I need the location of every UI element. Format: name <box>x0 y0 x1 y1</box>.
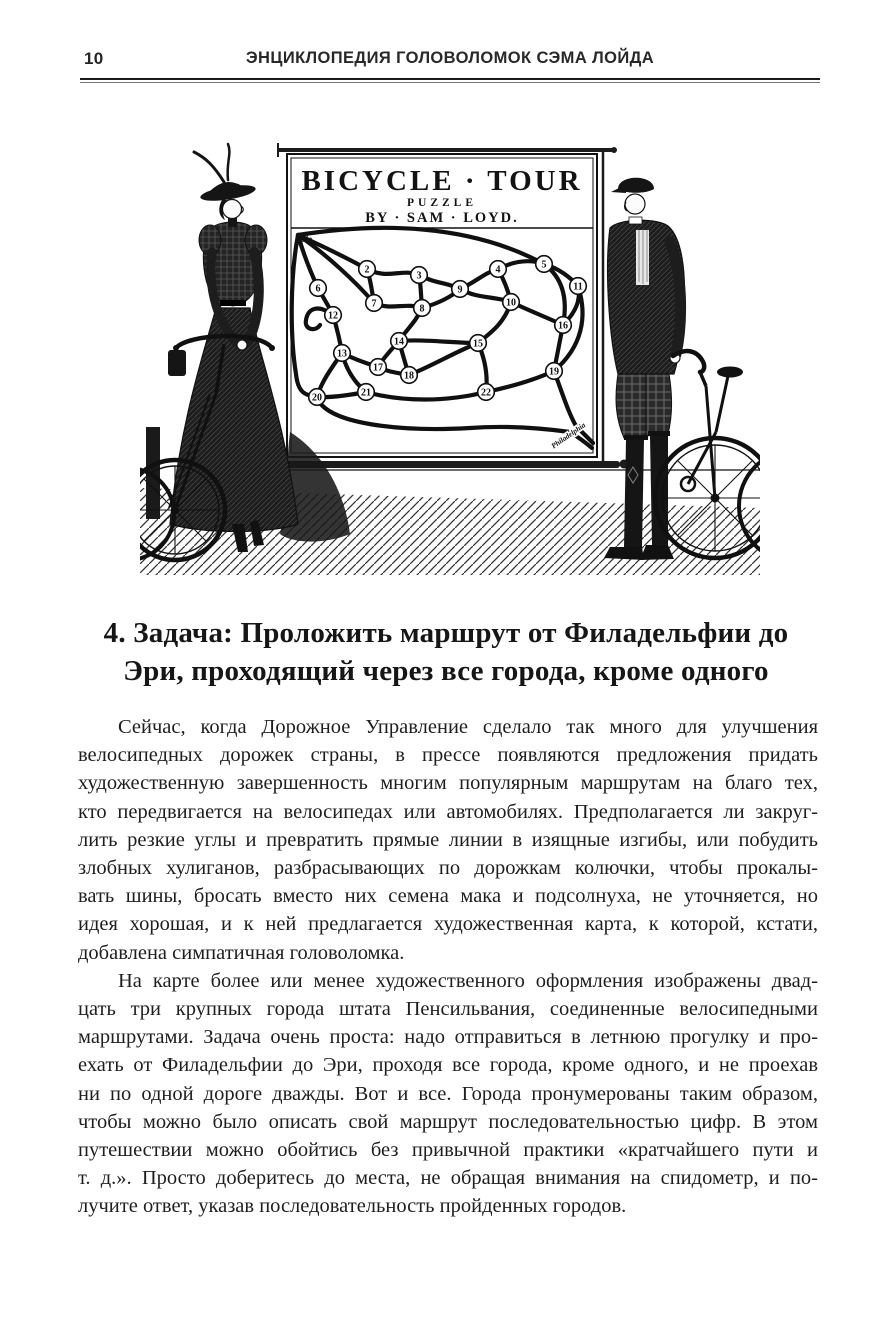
city-number: 2 <box>364 264 370 276</box>
running-title: ЭНЦИКЛОПЕДИЯ ГОЛОВОЛОМОК СЭМА ЛОЙДА <box>245 49 655 67</box>
city-number: 13 <box>337 348 347 360</box>
text-line: художественную завершенность многим популярным маршрутам на благо тех, <box>78 772 818 795</box>
page-number: 10 <box>84 49 104 68</box>
knickers-leg <box>646 374 672 436</box>
body-paragraphs <box>78 713 818 1221</box>
city-number: 5 <box>541 259 547 271</box>
city-number: 12 <box>328 310 338 322</box>
handlebar-grip <box>269 345 275 351</box>
city-number: 10 <box>506 297 516 309</box>
shoe <box>604 547 644 560</box>
map-end-label: Philadelphia <box>549 420 588 451</box>
paragraph <box>78 713 818 967</box>
header-rule <box>80 78 820 83</box>
city-number: 16 <box>558 320 568 332</box>
city-number: 19 <box>549 366 559 378</box>
paragraph <box>78 967 818 1221</box>
stocking <box>624 440 644 547</box>
woman-head <box>223 200 242 219</box>
city-number: 15 <box>473 338 483 350</box>
city-number: 22 <box>481 387 491 399</box>
page-header <box>84 49 816 75</box>
city-number: 18 <box>404 370 414 382</box>
sign-bottom-rod <box>276 461 620 468</box>
rod-finial <box>611 147 617 153</box>
seat-post <box>716 376 728 432</box>
stem <box>700 372 706 386</box>
knee-band <box>624 435 648 440</box>
text-line: ехать от Филадельфии до Эри, проходя все города, кроме одного, и не проехав <box>78 1054 818 1077</box>
text-line: ни по одной дороге дважды. Вот и все. Города пронумерованы таким образом, <box>78 1082 818 1105</box>
city-number: 6 <box>315 283 321 295</box>
man-figure <box>604 178 684 560</box>
city-number: 3 <box>416 270 422 282</box>
city-number: 4 <box>495 264 501 276</box>
text-line: Сейчас, когда Дорожное Управление сделало так много для улучшения <box>118 716 818 738</box>
sign-subtitle: PUZZLE <box>406 197 478 209</box>
city-number: 17 <box>373 362 383 374</box>
city-number: 7 <box>371 298 377 310</box>
hat-feather <box>228 144 230 180</box>
text-line: путешествии можно обойтись без привычной практики «кратчайшего пути и <box>78 1139 818 1162</box>
saddle <box>717 367 743 378</box>
collar <box>629 217 642 224</box>
heading-line-1: 4. Задача: Проложить маршрут от Филадельфии до <box>103 617 789 649</box>
text-line: злобных хулиганов, разбрасывающих по дорожкам колючки, чтобы прокалы- <box>78 857 818 880</box>
city-number: 9 <box>457 284 463 296</box>
text-line: цать три крупных города штата Пенсильвания, соединенные велосипедными <box>78 998 818 1021</box>
puzzle-heading <box>64 614 828 690</box>
text-line: добавлена симпатичная головоломка. <box>78 941 405 964</box>
belt <box>220 300 246 306</box>
city-number: 14 <box>394 336 404 348</box>
sign-byline: BY · SAM · LOYD. <box>365 210 519 226</box>
text-line: идея хорошая, и к ней предлагается художественная карта, к которой, кстати, <box>78 913 818 936</box>
city-number: 11 <box>573 281 583 293</box>
text-line: чтобы можно было описать свой маршрут последовательностью цифр. В этом <box>78 1110 818 1133</box>
handlebar-satchel <box>168 350 186 376</box>
city-number: 20 <box>312 392 322 404</box>
heading-line-2: Эри, проходящий через все города, кроме одного <box>123 655 769 687</box>
collar <box>228 218 237 227</box>
text-line: кто передвигается на велосипедах или автомобилях. Предполагается ли закруг- <box>78 800 818 823</box>
puzzle-illustration <box>140 132 760 577</box>
hands <box>237 340 247 350</box>
text-line: т. д.». Просто доберитесь до места, не обращая внимания на спидометр, и по- <box>78 1167 818 1190</box>
text-line: лучите ответ, указав последовательность пройденных городов. <box>78 1195 627 1218</box>
city-number: 21 <box>361 387 371 399</box>
text-line: лить резкие углы и превратить прямые линии в изящные изгибы, или побудить <box>78 828 818 851</box>
hat-feather <box>194 152 224 182</box>
man-head <box>625 194 645 214</box>
text-line: вать шины, бросать вместо них семена мака и подсолнуха, не уточняется, но <box>78 885 818 908</box>
knee-band <box>648 431 670 436</box>
map-start-label: Erie <box>296 234 313 244</box>
text-line: На карте более или менее художественного оформления изображены двад- <box>118 969 818 992</box>
text-line: маршрутами. Задача очень проста: надо отправиться в летнюю прогулку и про- <box>78 1026 818 1049</box>
engraving-svg <box>140 132 760 577</box>
sign-title: BICYCLE · TOUR <box>301 165 583 197</box>
knickers-leg <box>616 374 646 438</box>
text-line: велосипедных дорожек страны, в прессе появляются предложения придать <box>78 744 818 767</box>
city-number: 8 <box>419 303 425 315</box>
